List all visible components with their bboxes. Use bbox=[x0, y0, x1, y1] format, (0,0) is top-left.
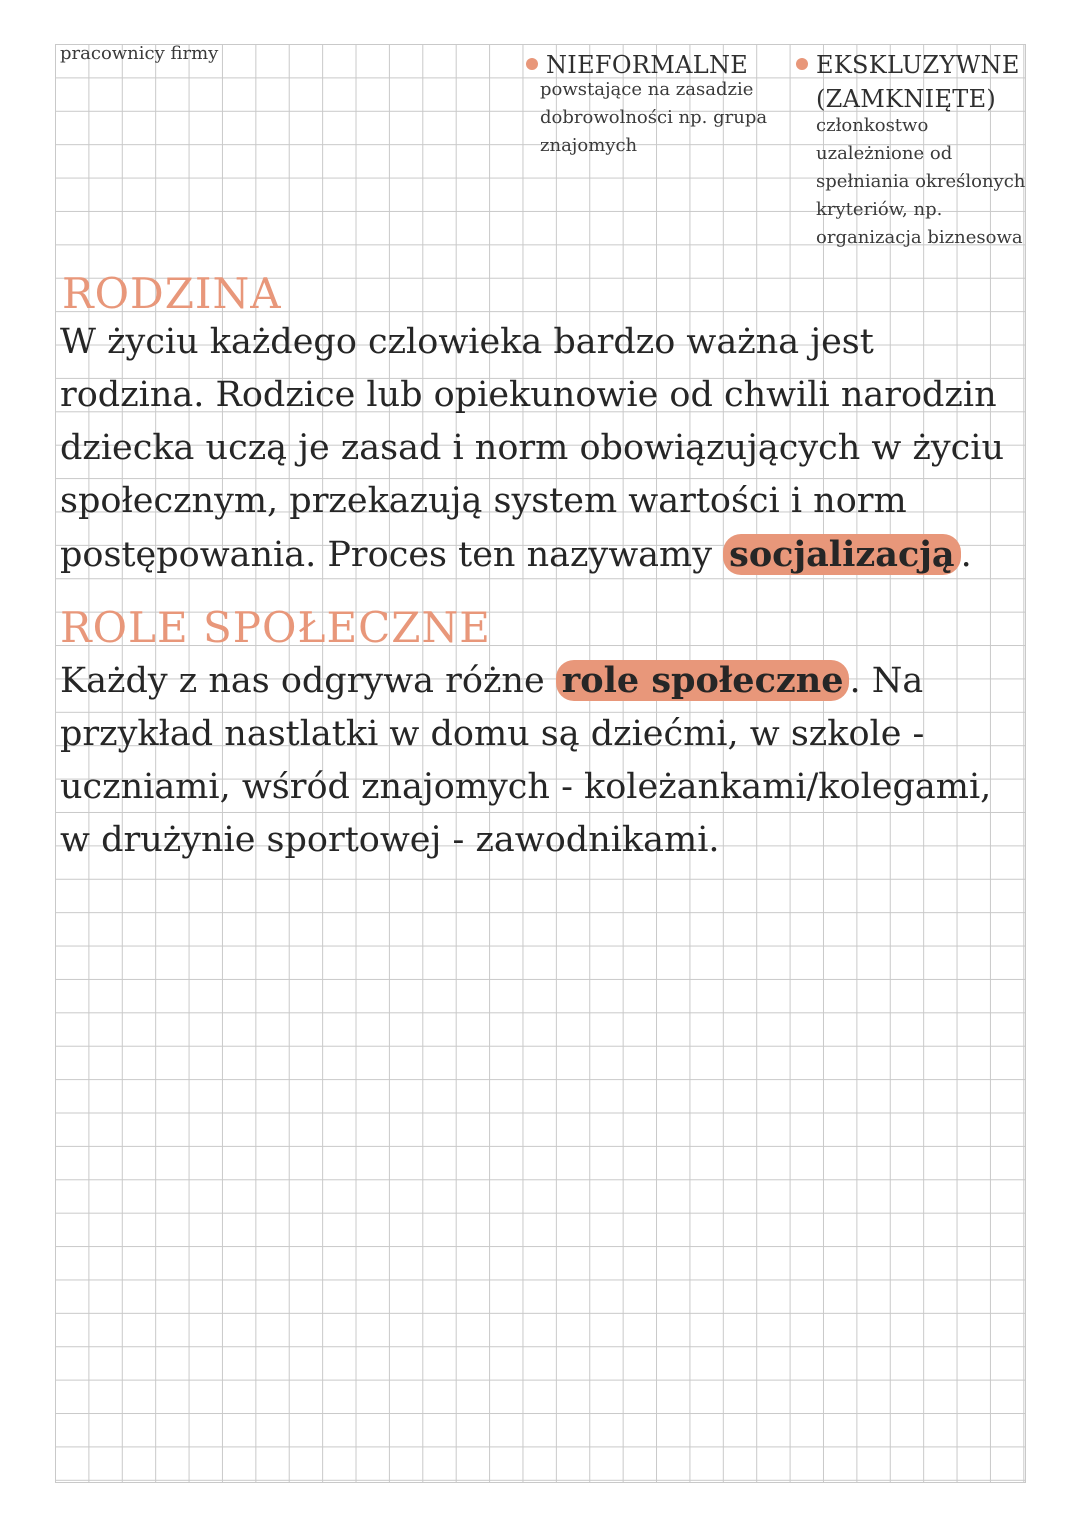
category-subtitle: (ZAMKNIĘTE) bbox=[816, 85, 997, 113]
bullet-dot-icon bbox=[796, 58, 808, 70]
category-description: członkostwo uzależnione od spełniania określonych kryteriów, np. organizacja biznesowa bbox=[816, 115, 1026, 248]
highlight-term: role społeczne bbox=[556, 660, 850, 701]
section-heading-role-spoleczne: ROLE SPOŁECZNE bbox=[60, 603, 491, 652]
bullet-dot-icon bbox=[526, 58, 538, 70]
section-paragraph-role-spoleczne: Każdy z nas odgrywa różne role społeczne . Na przykład nastlatki w domu są dziećmi, w szkole - uczniami, wśród znajomych - koleżankami/kolegami, w drużynie sportowej - zawodnikami. bbox=[60, 660, 992, 860]
top-left-note: pracownicy firmy bbox=[60, 43, 219, 64]
category-ekskluzywne bbox=[796, 48, 1026, 252]
section-paragraph-rodzina: W życiu każdego czlowieka bardzo ważna jest rodzina. Rodzice lub opiekunowie od chwili narodzin dziecka uczą je zasad i norm obowiązujących w życiu społecznym, przekazują system wartości i norm postępowania. Proces ten nazywamy socjalizacją . bbox=[60, 322, 1005, 575]
section-heading-rodzina: RODZINA bbox=[62, 269, 282, 318]
category-nieformalne bbox=[526, 48, 776, 160]
category-title: EKSKLUZYWNE bbox=[816, 51, 1020, 79]
category-title: NIEFORMALNE bbox=[546, 51, 749, 79]
category-description: powstające na zasadzie dobrowolności np. grupa znajomych bbox=[540, 79, 768, 156]
highlight-term: socjalizacją bbox=[723, 534, 961, 575]
